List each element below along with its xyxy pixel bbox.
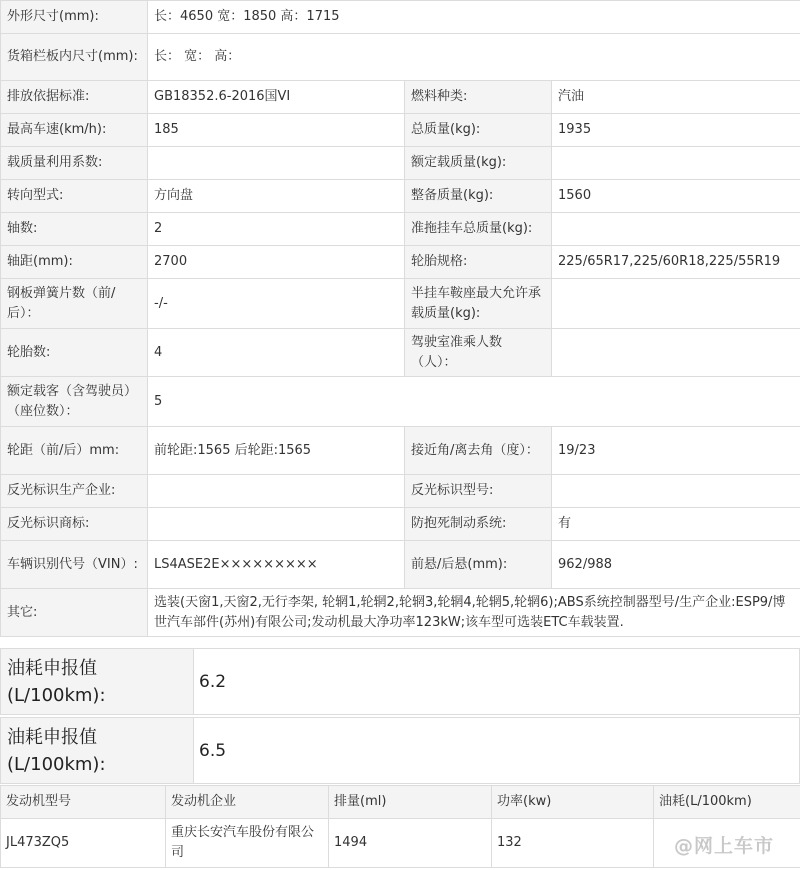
spec-label: 排放依据标准:	[1, 81, 148, 114]
spec-row	[1, 213, 800, 246]
spec-row	[1, 427, 800, 475]
spec-label: 转向型式:	[1, 180, 148, 213]
spec-value	[148, 475, 405, 508]
spec-label: 轮胎数:	[1, 329, 148, 377]
spec-row	[1, 279, 800, 329]
spec-label: 轮胎规格:	[405, 246, 552, 279]
spec-value: 2700	[148, 246, 405, 279]
spec-row	[1, 147, 800, 180]
engine-header-power: 功率(kw)	[492, 786, 654, 819]
spec-value: 225/65R17,225/60R18,225/55R19	[552, 246, 800, 279]
spec-value: 方向盘	[148, 180, 405, 213]
fuel-consumption-label: 油耗申报值(L/100km):	[1, 718, 194, 784]
spec-value	[552, 147, 800, 180]
spec-row	[1, 329, 800, 377]
spec-label: 准拖挂车总质量(kg):	[405, 213, 552, 246]
spec-value: 1560	[552, 180, 800, 213]
spec-label: 最高车速(km/h):	[1, 114, 148, 147]
spec-label: 额定载客（含驾驶员）（座位数）：	[1, 377, 148, 427]
spec-value: 长：4650 宽：1850 高：1715	[148, 1, 800, 34]
watermark-logo: @网上车市	[673, 835, 774, 857]
spec-value	[552, 329, 800, 377]
spec-value: 5	[148, 377, 800, 427]
spec-label: 钢板弹簧片数（前/后）：	[1, 279, 148, 329]
engine-header-fuel: 油耗(L/100km)	[654, 786, 800, 819]
spec-label: 驾驶室准乘人数（人）：	[405, 329, 552, 377]
spec-label: 燃料种类:	[405, 81, 552, 114]
engine-displacement-cell: 1494	[329, 819, 492, 868]
fuel-consumption-block-2	[0, 717, 800, 784]
fuel-consumption-block-1	[0, 648, 800, 715]
spec-label: 反光标识商标:	[1, 508, 148, 541]
spec-value: 2	[148, 213, 405, 246]
spec-row	[1, 508, 800, 541]
spec-label: 半挂车鞍座最大允许承载质量(kg):	[405, 279, 552, 329]
spec-value: GB18352.6-2016国VI	[148, 81, 405, 114]
spec-label: 其它:	[1, 589, 148, 637]
spec-row	[1, 81, 800, 114]
spec-label: 车辆识别代号（VIN）:	[1, 541, 148, 589]
spec-row	[1, 377, 800, 427]
spec-value: 选装(天窗1,天窗2,无行李架, 轮辋1,轮辋2,轮辋3,轮辋4,轮辋5,轮辋6);ABS系统控制器型号/生产企业:ESP9/博世汽车部件(苏州)有限公司;发动机最大净功率123kW;该车型可选装ETC车载装置.	[148, 589, 800, 637]
spec-label: 轴距(mm):	[1, 246, 148, 279]
spec-value	[552, 279, 800, 329]
spec-row	[1, 589, 800, 637]
spec-label: 货箱栏板内尺寸(mm):	[1, 34, 148, 81]
spec-label: 整备质量(kg):	[405, 180, 552, 213]
spec-row	[1, 34, 800, 81]
spec-value	[552, 475, 800, 508]
engine-header-manufacturer: 发动机企业	[166, 786, 329, 819]
spec-value: 1935	[552, 114, 800, 147]
spec-label: 反光标识型号:	[405, 475, 552, 508]
spec-value: 有	[552, 508, 800, 541]
spec-label: 接近角/离去角（度）：	[405, 427, 552, 475]
spec-value: 19/23	[552, 427, 800, 475]
spec-row	[1, 1, 800, 34]
fuel-consumption-value: 6.5	[194, 718, 800, 784]
engine-power-cell: 132	[492, 819, 654, 868]
spec-value: 前轮距:1565 后轮距:1565	[148, 427, 405, 475]
spec-label: 轮距（前/后）mm:	[1, 427, 148, 475]
spec-label: 前悬/后悬(mm):	[405, 541, 552, 589]
spec-label: 载质量利用系数:	[1, 147, 148, 180]
engine-header-displacement: 排量(ml)	[329, 786, 492, 819]
spec-value	[148, 508, 405, 541]
spec-value: 4	[148, 329, 405, 377]
spec-row	[1, 475, 800, 508]
spec-row	[1, 180, 800, 213]
spec-value: 185	[148, 114, 405, 147]
engine-header-model: 发动机型号	[1, 786, 166, 819]
spec-value	[552, 213, 800, 246]
spec-value	[148, 147, 405, 180]
spec-label: 反光标识生产企业:	[1, 475, 148, 508]
spec-row	[1, 114, 800, 147]
spec-value: LS4ASE2E×××××××××	[148, 541, 405, 589]
fuel-consumption-value: 6.2	[194, 649, 800, 715]
spec-row	[1, 541, 800, 589]
spec-label: 外形尺寸(mm):	[1, 1, 148, 34]
spec-row	[1, 246, 800, 279]
engine-table-header	[1, 786, 800, 819]
engine-model-cell: JL473ZQ5	[1, 819, 166, 868]
spec-value: 长： 宽： 高：	[148, 34, 800, 81]
spec-label: 额定载质量(kg):	[405, 147, 552, 180]
spec-value: 汽油	[552, 81, 800, 114]
spec-label: 防抱死制动系统:	[405, 508, 552, 541]
spec-label: 轴数:	[1, 213, 148, 246]
fuel-consumption-label: 油耗申报值(L/100km):	[1, 649, 194, 715]
spec-table-body	[1, 1, 800, 637]
spec-label: 总质量(kg):	[405, 114, 552, 147]
engine-manufacturer-cell: 重庆长安汽车股份有限公司	[166, 819, 329, 868]
spec-value: -/-	[148, 279, 405, 329]
spec-value: 962/988	[552, 541, 800, 589]
